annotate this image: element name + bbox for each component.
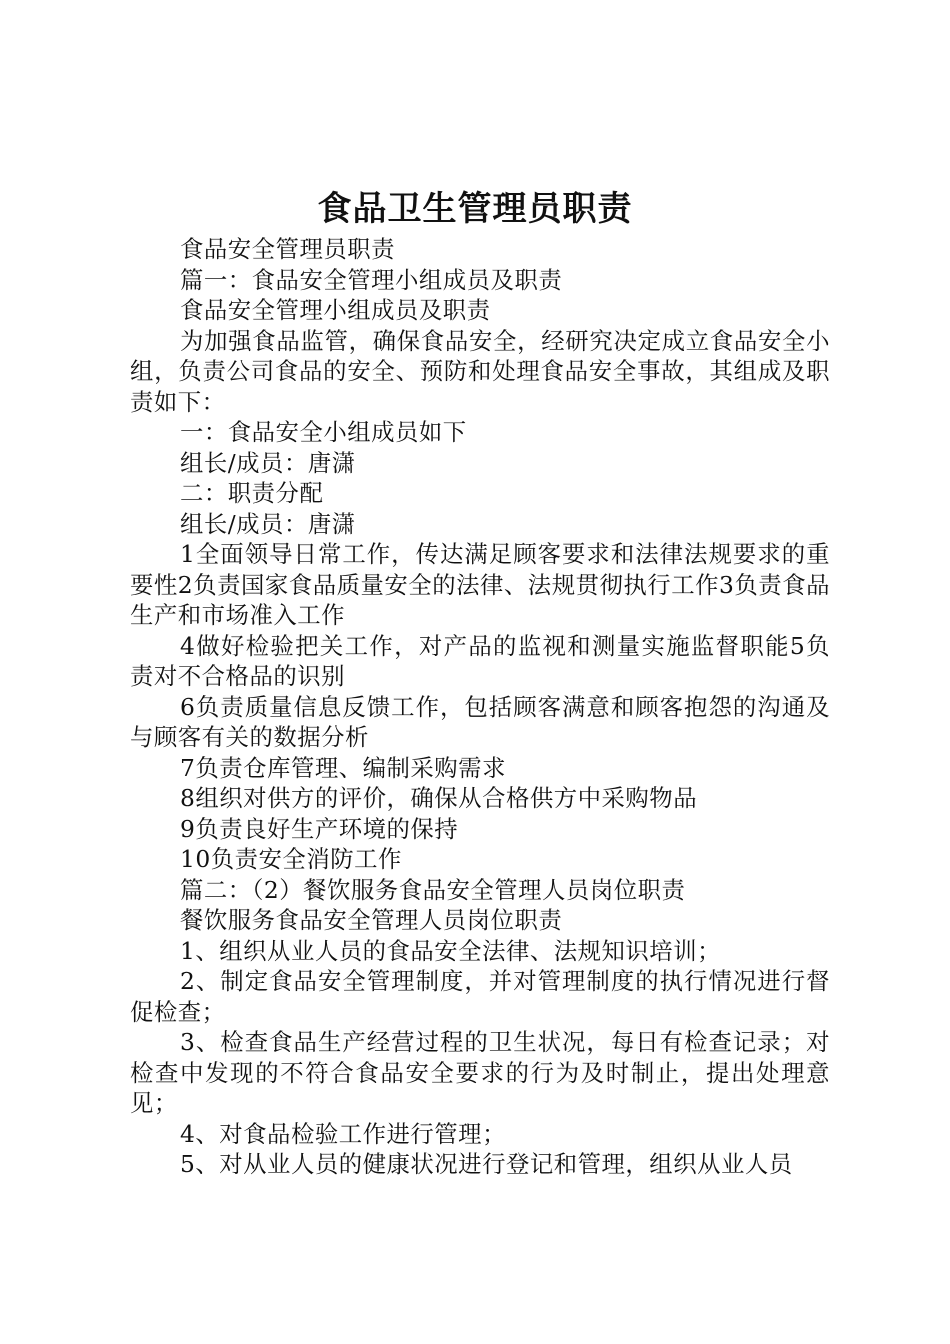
paragraph: 二：职责分配: [180, 479, 324, 507]
paragraph: 5、对从业人员的健康状况进行登记和管理，组织从业人员: [180, 1150, 793, 1178]
paragraph: 8组织对供方的评价，确保从合格供方中采购物品: [180, 784, 698, 812]
paragraph: 食品安全管理员职责: [180, 235, 396, 263]
paragraph: 餐饮服务食品安全管理人员岗位职责: [180, 906, 563, 934]
paragraph: 7负责仓库管理、编制采购需求: [180, 753, 506, 782]
paragraph: 2、制定食品安全管理制度，并对管理制度的执行情况进行督促检查；: [130, 967, 830, 1026]
document-body: [130, 234, 830, 1180]
paragraph: 10负责安全消防工作: [180, 845, 402, 873]
paragraph: 篇一：食品安全管理小组成员及职责: [180, 265, 563, 294]
paragraph: 6负责质量信息反馈工作，包括顾客满意和顾客抱怨的沟通及与顾客有关的数据分析: [130, 692, 830, 751]
document-title: 食品卫生管理员职责: [317, 189, 633, 229]
paragraph: 1、组织从业人员的食品安全法律、法规知识培训；: [180, 936, 721, 965]
paragraph: 9负责良好生产环境的保持: [180, 814, 459, 843]
paragraph: 一：食品安全小组成员如下: [180, 418, 467, 446]
paragraph: 为加强食品监管，确保食品安全，经研究决定成立食品安全小组，负责公司食品的安全、预防和处理食品安全事故，其组成及职责如下：: [130, 326, 830, 416]
paragraph: 4、对食品检验工作进行管理；: [180, 1119, 506, 1148]
paragraph: 组长/成员：唐潇: [180, 509, 356, 538]
paragraph: 1全面领导日常工作，传达满足顾客要求和法律法规要求的重要性2负责国家食品质量安全的法律、法规贯彻执行工作3负责食品生产和市场准入工作: [130, 540, 830, 629]
paragraph: 组长/成员：唐潇: [180, 448, 356, 477]
paragraph: 篇二：（2）餐饮服务食品安全管理人员岗位职责: [180, 875, 686, 904]
paragraph: 3、检查食品生产经营过程的卫生状况，每日有检查记录；对检查中发现的不符合食品安全要求的行为及时制止，提出处理意见；: [130, 1028, 830, 1117]
paragraph: 食品安全管理小组成员及职责: [180, 296, 491, 324]
paragraph: 4做好检验把关工作，对产品的监视和测量实施监督职能5负责对不合格品的识别: [130, 631, 830, 690]
